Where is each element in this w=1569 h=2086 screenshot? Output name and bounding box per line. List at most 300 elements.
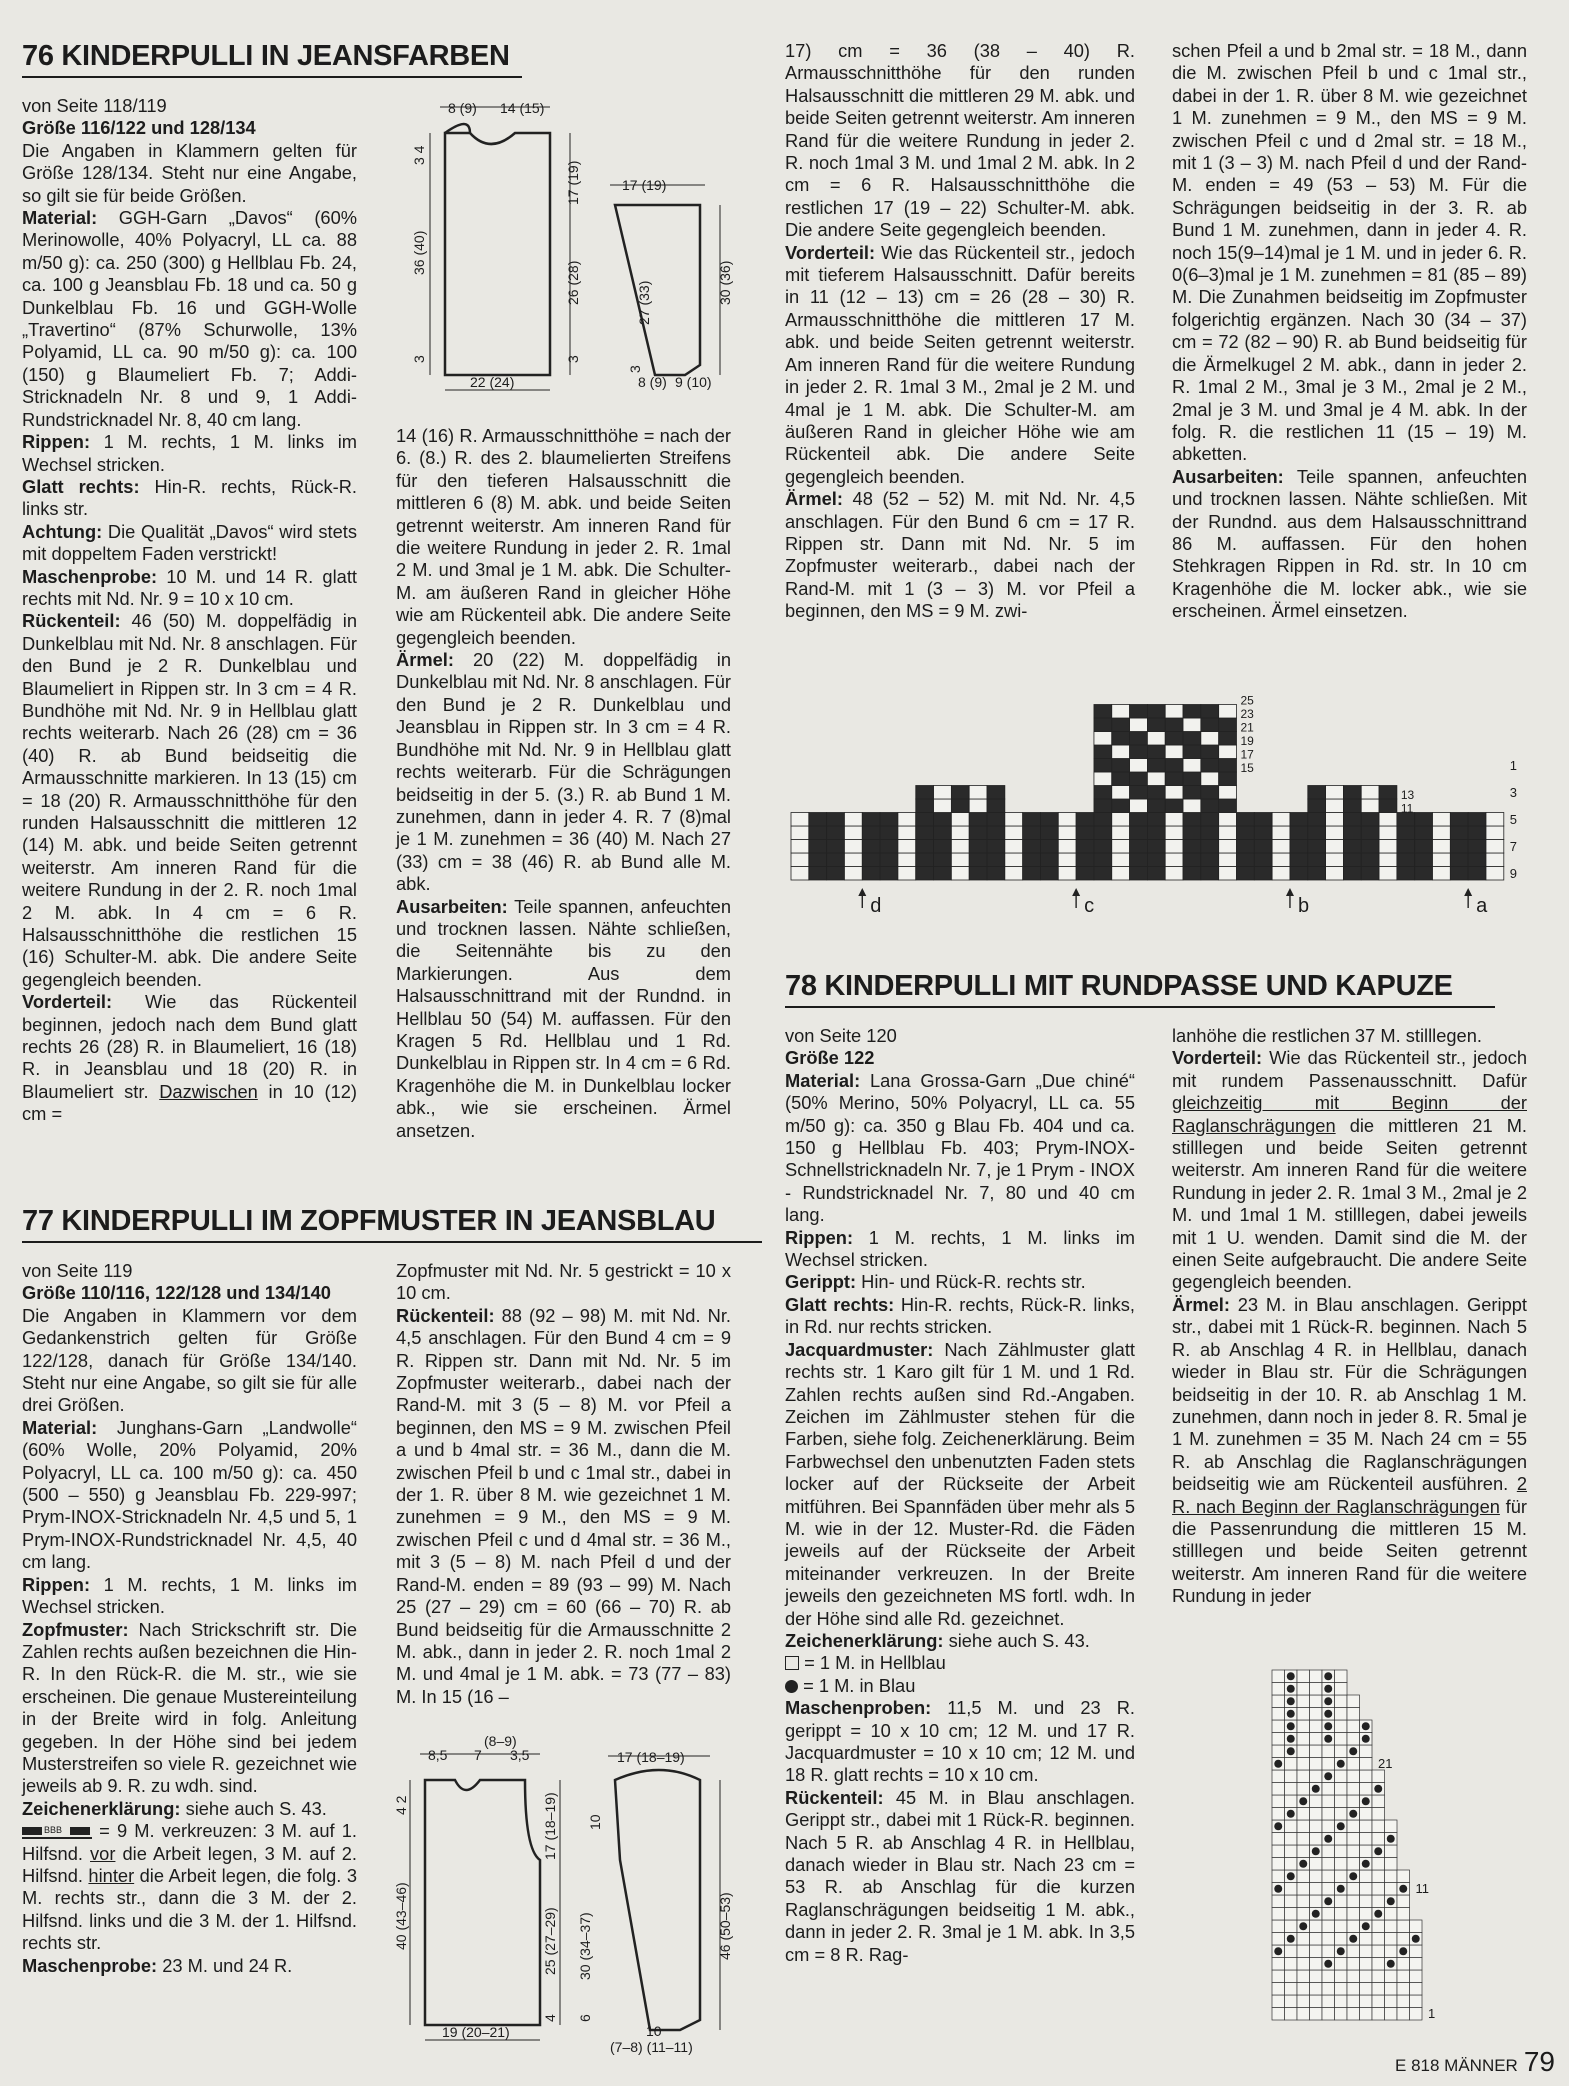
chart-cell — [1335, 1858, 1348, 1871]
chart-cell — [1343, 826, 1361, 840]
chart-cell — [1379, 826, 1397, 840]
row-label: 25 — [1240, 693, 1254, 708]
paragraph — [22, 610, 357, 991]
chart-cell — [951, 826, 969, 840]
blue-dot-icon — [1412, 1935, 1420, 1943]
chart-cell — [1347, 1733, 1360, 1746]
chart-cell — [1112, 799, 1130, 813]
chart-cell — [1058, 826, 1076, 840]
paragraph-heading: Ärmel: — [396, 649, 454, 671]
chart-cell — [1335, 1745, 1348, 1758]
chart-cell — [1147, 867, 1165, 881]
paragraph-heading: Zopfmuster: — [22, 1618, 129, 1640]
paragraph-text: 46 (50) M. doppelfädig in Dunkelblau mit Nd. Nr. 8 anschlagen. Für den Bund je 2 R. Dunkelblau und Blaumeliert in Rippen str. In 3 cm = 4 R. Bundhöhe mit Nd. Nr. 9 in Hellblau glatt rechts weiterarb. Nach 26 (28) cm = 36 (40) R. ab Bund beidseitig die Armausschnitte markieren. In 13 (15) cm = 18 (20) R. Armausschnitthöhe für den runden Halsausschnitt die mittleren 12 (14) M. abk. und beide Seiten getrennt weiterstr. Am inneren Rand für die weitere Rundung in der 2. R. noch 1mal 2 M. abk. In 4 cm = 6 R. Halsausschnitthöhe die restlichen 15 (16) Schulter-M. abk. Die andere Seite gegengleich beenden. — [22, 610, 357, 990]
chart-cell — [862, 813, 880, 827]
paragraph-text: 23 M. in Blau anschlagen. Gerippt str., dabei mit 1 Rück-R. beginnen. Nach 5 R. ab Anschlag 4 R. in Hellblau, danach wieder in Blau str. Für die Schrägungen beidseitig in der 10. R. ab Anschlag 1 M. zunehmen, dann noch in jeder 8. R. 5mal je 1 M. zunehmen = 35 M. Nach 24 cm = 55 R. ab Anschlag die Raglanschrägungen beidseitig wie am Rückenteil ausführen. — [1172, 1293, 1527, 1495]
chart-cell — [916, 799, 934, 813]
chart-cell — [1310, 1720, 1323, 1733]
paragraph-heading: Maschenprobe: — [22, 1954, 158, 1976]
chart-cell — [1272, 1783, 1285, 1796]
chart-cell — [916, 786, 934, 800]
paragraph — [396, 896, 731, 1142]
chart-cell — [934, 840, 952, 854]
chart-cell — [1285, 1895, 1298, 1908]
paragraph-heading: Rippen: — [785, 1226, 854, 1248]
sch76-sleeve-v3: 3 — [627, 365, 643, 373]
chart-cell — [1347, 1720, 1360, 1733]
chart-cell — [1201, 759, 1219, 773]
sch76-v3: 3 — [411, 355, 427, 363]
section-77-source: von Seite 119 — [22, 1260, 133, 1281]
chart-cell — [1165, 867, 1183, 881]
chart-cell — [1201, 813, 1219, 827]
sch77-v6: 4 — [542, 2014, 558, 2022]
chart-cell — [1347, 1783, 1360, 1796]
blue-dot-icon — [1399, 1885, 1407, 1893]
chart-cell — [1076, 853, 1094, 867]
chart-cell — [1379, 867, 1397, 881]
chart-cell — [1385, 1933, 1398, 1946]
paragraph — [22, 991, 357, 1125]
chart-cell — [1183, 840, 1201, 854]
chart-cell — [1165, 786, 1183, 800]
chart-cell — [1360, 1933, 1373, 1946]
chart-cell — [1433, 840, 1451, 854]
chart-cell — [1379, 799, 1397, 813]
chart-cell — [1360, 1908, 1373, 1921]
chart-cell — [1112, 772, 1130, 786]
chart-cell — [1297, 1970, 1310, 1983]
chart-cell — [1347, 1983, 1360, 1996]
blue-dot-icon — [1274, 1947, 1282, 1955]
sch76-bottom: 22 (24) — [470, 374, 515, 390]
chart-cell — [1297, 1708, 1310, 1721]
sch76-v6: 3 — [565, 355, 581, 363]
chart-cell — [1335, 1795, 1348, 1808]
blue-dot-icon — [1299, 1797, 1307, 1805]
chart-cell — [1094, 840, 1112, 854]
chart-cell — [1347, 1995, 1360, 2008]
sch77-top: 8,5 — [428, 1747, 448, 1763]
chart-cell — [1310, 1833, 1323, 1846]
paragraph-text: siehe auch S. 43. — [180, 1797, 327, 1819]
chart-cell — [827, 853, 845, 867]
blue-dot-icon — [1374, 1910, 1382, 1918]
chart-cell — [809, 867, 827, 881]
chart-cell — [1219, 745, 1237, 759]
chart-cell — [1005, 813, 1023, 827]
section-76-column-1 — [22, 95, 357, 1126]
chart-cell — [1310, 1795, 1323, 1808]
chart-cell — [1297, 1783, 1310, 1796]
section-78-source: von Seite 120 — [785, 1025, 897, 1046]
sch77-top4: 3,5 — [510, 1747, 530, 1763]
row-label: 3 — [1509, 785, 1518, 800]
chart-cell — [1272, 1920, 1285, 1933]
chart-cell — [1147, 786, 1165, 800]
page-footer — [1395, 2046, 1555, 2078]
chart-cell — [1201, 772, 1219, 786]
chart-cell — [1076, 826, 1094, 840]
chart-cell — [1165, 853, 1183, 867]
blue-dot-icon — [1387, 1835, 1395, 1843]
chart-cell — [1410, 2008, 1423, 2021]
chart-cell — [1415, 840, 1433, 854]
chart-cell — [1361, 840, 1379, 854]
paragraph — [22, 1619, 357, 1798]
blue-dot-icon — [1324, 1672, 1332, 1680]
arrow-label: c — [1084, 895, 1095, 917]
paragraph-heading: Maschenproben: — [785, 1697, 932, 1719]
underlined-text: hinter — [88, 1864, 135, 1886]
blue-dot-icon — [1287, 1747, 1295, 1755]
paragraph — [785, 1070, 1135, 1227]
chart-cell — [791, 840, 809, 854]
chart-cell — [1290, 813, 1308, 827]
blue-dot-icon — [1387, 1897, 1395, 1905]
paragraph — [785, 1227, 1135, 1272]
paragraph — [785, 1697, 1135, 1787]
chart-cell — [1335, 1670, 1348, 1683]
chart-cell — [1310, 1933, 1323, 1946]
section-76-text-2 — [396, 425, 731, 1142]
chart-cell — [1326, 813, 1344, 827]
chart-cell — [1094, 826, 1112, 840]
paragraph-heading: Rückenteil: — [396, 1304, 495, 1326]
chart-cell — [1272, 1745, 1285, 1758]
chart-cell — [1379, 786, 1397, 800]
chart-cell — [987, 786, 1005, 800]
paragraph — [22, 1305, 357, 1417]
chart-cell — [1468, 840, 1486, 854]
paragraph-heading: Ärmel: — [1172, 1293, 1230, 1315]
chart-cell — [1385, 1908, 1398, 1921]
row-label: 15 — [1240, 761, 1254, 775]
chart-cell — [1335, 1970, 1348, 1983]
chart-cell — [1410, 1958, 1423, 1971]
chart-cell — [1058, 853, 1076, 867]
paragraph-text: 1 M. rechts, 1 M. links im Wechsel stricken. — [785, 1226, 1135, 1271]
chart-cell — [1297, 1670, 1310, 1683]
section-77-text-1 — [22, 1305, 357, 1977]
blue-dot-icon — [1362, 1797, 1370, 1805]
section-78-text-2 — [1172, 1025, 1527, 1608]
chart-cell — [1310, 1808, 1323, 1821]
chart-cell — [1130, 745, 1148, 759]
section-77-column-2 — [396, 1260, 731, 1708]
blue-dot-icon — [1274, 1885, 1282, 1893]
chart-cell — [1130, 759, 1148, 773]
chart-cell — [951, 813, 969, 827]
chart-cell — [1433, 853, 1451, 867]
chart-cell — [1433, 867, 1451, 881]
blue-dot-icon — [1312, 1847, 1320, 1855]
paragraph — [22, 566, 357, 611]
chart-cell — [1372, 1945, 1385, 1958]
blue-dot-icon — [1324, 1735, 1332, 1743]
arrow-label: a — [1476, 895, 1488, 917]
chart-cell — [1147, 840, 1165, 854]
chart-cell — [1219, 732, 1237, 746]
chart-cell — [1112, 840, 1130, 854]
chart-cell — [934, 799, 952, 813]
chart-cell — [1183, 853, 1201, 867]
paragraph-heading: Achtung: — [22, 520, 103, 542]
chart-cell — [1290, 867, 1308, 881]
row-label: 13 — [1400, 788, 1415, 802]
paragraph-text: die Arbeit legen, 3 M. auf 2. Hilfsnd. — [22, 1842, 357, 1886]
chart-cell — [1297, 1733, 1310, 1746]
chart-cell — [1372, 1795, 1385, 1808]
chart-cell — [1335, 1870, 1348, 1883]
sch76-v2: 36 (40) — [411, 230, 427, 275]
paragraph-text: 88 (92 – 98) M. mit Nd. Nr. 4,5 anschlagen. Für den Bund 4 cm = 9 R. Rippen str. Dann mit Nd. Nr. 5 im Zopfmuster weiterarb., dabei nach der Rand-M. mit 3 (5 – 8) M. vor Pfeil a beginnen, den MS = 9 M. zwischen Pfeil a und b 4mal str. = 36 M., dann die M. zwischen Pfeil b und c 1mal str., dabei in der 1. R. über 8 M. wie gezeichnet 1 M. zunehmen = 9 M., den MS = 9 M. zwischen Pfeil c und d 4mal str. = 36 M., mit 3 (5 – 8) M. nach Pfeil d und der Rand-M. enden = 89 (93 – 99) M. Nach 25 (27 – 29) cm = 60 (66 – 70) R. ab Bund beidseitig für die Armausschnitte 2 M. abk., dann in jeder 2. R. noch 1mal 2 M. und 4mal je 1 M. abk. = 73 (77 – 83) M. In 15 (16 – — [396, 1304, 731, 1707]
paragraph-heading: Vorderteil: — [785, 241, 876, 263]
chart-cell — [1297, 2008, 1310, 2021]
chart-cell — [1385, 1970, 1398, 1983]
chart-cell — [1285, 1783, 1298, 1796]
chart-cell — [1385, 1995, 1398, 2008]
chart-cell — [1372, 1895, 1385, 1908]
chart-cell — [1272, 826, 1290, 840]
row-label: 7 — [1509, 839, 1518, 854]
paragraph-heading: Zeichenerklärung: — [785, 1629, 944, 1651]
section-76-sizes: Größe 116/122 und 128/134 — [22, 117, 256, 139]
chart-cell — [1310, 1870, 1323, 1883]
paragraph — [396, 425, 731, 649]
chart-cell — [1272, 1670, 1285, 1683]
paragraph-text: Hin-R. rechts, Rück-R. links str. — [22, 475, 357, 520]
jacquard-chart — [1262, 1670, 1462, 2040]
paragraph — [785, 1675, 1135, 1697]
chart-cell — [1397, 1983, 1410, 1996]
chart-cell — [1335, 1958, 1348, 1971]
blue-dot-icon — [1337, 1947, 1345, 1955]
chart-cell — [1360, 2008, 1373, 2021]
paragraph-heading: Glatt rechts: — [785, 1293, 895, 1315]
paragraph — [22, 207, 357, 431]
section-77-title: 77 KINDERPULLI IM ZOPFMUSTER IN JEANSBLAU — [22, 1205, 762, 1243]
paragraph-text: Wie das Rückenteil beginnen, jedoch nach dem Bund glatt rechts 26 (28) R. in Blaumeliert, 16 (18) R. in Jeansblau und 18 (20) R. in Blaumeliert str. — [22, 991, 357, 1102]
chart-cell — [969, 826, 987, 840]
arrow-head-icon — [1464, 888, 1472, 896]
chart-cell — [1005, 867, 1023, 881]
chart-cell — [1397, 1870, 1410, 1883]
chart-cell — [1183, 786, 1201, 800]
paragraph-text: Teile spannen, anfeuchten und trocknen lassen. Nähte schließen, die Seitennähte bis zu den Markierungen. Aus dem Halsausschnittrand mit der Rundnd. in Hellblau 50 (54) M. auffassen. Für den Kragen 5 Rd. Hellblau und 1 Rd. Dunkelblau in Rippen str. In 4 cm = 6 Rd. Kragenhöhe die M. in Dunkelblau locker abk., wie sie erscheinen. Ärmel ansetzen. — [396, 895, 731, 1141]
chart-cell — [1219, 813, 1237, 827]
sch77-v2: 40 (43–46) — [393, 1882, 409, 1950]
chart-cell — [1219, 826, 1237, 840]
paragraph — [1172, 1294, 1527, 1608]
chart-cell — [1372, 1770, 1385, 1783]
paragraph-heading: Ausarbeiten: — [396, 895, 508, 917]
chart-cell — [1310, 1695, 1323, 1708]
underlined-text: vor — [90, 1842, 116, 1864]
chart-cell — [862, 853, 880, 867]
blue-dot-icon — [1324, 1710, 1332, 1718]
chart-cell — [1308, 826, 1326, 840]
chart-cell — [1360, 1745, 1373, 1758]
chart-cell — [880, 813, 898, 827]
chart-cell — [1285, 1858, 1298, 1871]
chart-cell — [1347, 1858, 1360, 1871]
section-77-text-2 — [396, 1260, 731, 1708]
blue-dot-icon — [1299, 1860, 1307, 1868]
chart-cell — [1040, 813, 1058, 827]
chart-cell — [1165, 840, 1183, 854]
chart-cell — [1183, 759, 1201, 773]
chart-cell — [1326, 867, 1344, 881]
paragraph — [785, 242, 1135, 488]
row-label: 5 — [1509, 812, 1518, 827]
chart-cell — [1397, 1920, 1410, 1933]
chart-cell — [1397, 867, 1415, 881]
paragraph — [22, 1820, 357, 1954]
chart-cell — [1285, 2008, 1298, 2021]
chart-cell — [1058, 813, 1076, 827]
chart-cell — [1183, 799, 1201, 813]
paragraph-text: 20 (22) M. doppelfädig in Dunkelblau mit Nd. Nr. 8 anschlagen. Für den Bund je 2 R. Dunkelblau und Jeansblau in Rippen str. In 3 cm = 4 R. Bundhöhe mit Nd. Nr. 9 in Hellblau glatt rechts weiterarb. Für die Schrägungen beidseitig in der 5. (3.) R. ab Bund 1 M. zunehmen, dann in jeder 4. R. 7 (8)mal je 1 M. zunehmen = 36 (40) M. Nach 27 (33) cm = 38 (46) R. ab Bund alle M. abk. — [396, 649, 731, 895]
chart-cell — [1372, 1933, 1385, 1946]
chart-cell — [1343, 799, 1361, 813]
underlined-text: gleichzeitig mit Beginn der Raglanschrägungen — [1172, 1092, 1527, 1136]
footer-label: E 818 MÄNNER — [1395, 2056, 1518, 2075]
paragraph-text: 48 (52 – 52) M. mit Nd. Nr. 4,5 anschlagen. Für den Bund 6 cm = 17 R. Rippen str. Dann mit Nd. Nr. 5 im Zopfmuster weiterarb., dabei nach der Rand-M. mit 1 (3 – 3) M. vor Pfeil a beginnen, den MS = 9 M. zwi- — [785, 488, 1135, 622]
paragraph — [396, 649, 731, 895]
chart-cell — [844, 840, 862, 854]
blue-dot-icon — [1299, 1922, 1307, 1930]
blue-dot-icon — [1374, 1785, 1382, 1793]
section-78-column-1 — [785, 1025, 1135, 1966]
chart-cell — [1372, 1883, 1385, 1896]
blue-dot-icon — [1349, 1747, 1357, 1755]
chart-cell — [1347, 1820, 1360, 1833]
paragraph-text: Die Qualität „Davos“ wird stets mit doppeltem Faden verstrickt! — [22, 520, 357, 565]
chart-cell — [1310, 1745, 1323, 1758]
chart-cell — [1347, 1845, 1360, 1858]
chart-cell — [1201, 799, 1219, 813]
chart-cell — [1360, 1995, 1373, 2008]
blue-dot-icon — [1287, 1710, 1295, 1718]
chart-cell — [898, 813, 916, 827]
chart-cell — [1322, 1808, 1335, 1821]
chart-cell — [1468, 826, 1486, 840]
chart-cell — [1372, 1995, 1385, 2008]
paragraph-heading: Material: — [22, 207, 98, 229]
chart-cell — [951, 786, 969, 800]
chart-cell — [1397, 853, 1415, 867]
blue-dot-icon — [1337, 1822, 1345, 1830]
chart-cell — [1360, 1808, 1373, 1821]
chart-cell — [1285, 1970, 1298, 1983]
chart-cell — [1290, 840, 1308, 854]
sch76-sleeve-v1: 27 (33) — [636, 280, 652, 325]
chart-cell — [1326, 853, 1344, 867]
chart-cell — [1165, 718, 1183, 732]
chart-cell — [1040, 867, 1058, 881]
chart-cell — [1112, 813, 1130, 827]
chart-cell — [1219, 867, 1237, 881]
chart-cell — [1272, 1995, 1285, 2008]
chart-cell — [1310, 1670, 1323, 1683]
chart-cell — [1272, 1695, 1285, 1708]
chart-cell — [934, 813, 952, 827]
chart-cell — [1272, 1958, 1285, 1971]
chart-cell — [916, 840, 934, 854]
chart-cell — [951, 840, 969, 854]
chart-cell — [898, 840, 916, 854]
chart-cell — [1254, 840, 1272, 854]
blue-dot-icon — [1287, 1735, 1295, 1743]
chart-cell — [969, 840, 987, 854]
chart-cell — [1058, 840, 1076, 854]
section-76-schematic — [400, 95, 733, 395]
chart-cell — [1147, 853, 1165, 867]
chart-cell — [1272, 1833, 1285, 1846]
chart-cell — [1360, 1758, 1373, 1771]
chart-cell — [1272, 1895, 1285, 1908]
chart-cell — [791, 826, 809, 840]
chart-cell — [1094, 745, 1112, 759]
chart-cell — [1272, 840, 1290, 854]
chart-cell — [987, 853, 1005, 867]
paragraph-text: = 9 M. verkreuzen: 3 M. auf 1. Hilfsnd. — [22, 1820, 357, 1864]
sch77-top3: (8–9) — [484, 1733, 517, 1749]
blue-dot-icon — [1337, 1885, 1345, 1893]
chart-cell — [1310, 1758, 1323, 1771]
chart-cell — [880, 867, 898, 881]
chart-cell — [987, 867, 1005, 881]
chart-cell — [1112, 718, 1130, 732]
chart-cell — [1335, 1733, 1348, 1746]
blue-dot-icon — [1349, 1872, 1357, 1880]
chart-cell — [1201, 745, 1219, 759]
chart-cell — [1335, 1833, 1348, 1846]
paragraph-text: 45 M. in Blau anschlagen. Gerippt str., dabei mit 1 Rück-R. beginnen. Nach 5 R. ab Anschlag 4 R. in Hellblau, danach wieder in Blau str. Nach 23 cm = 53 R. ab Anschlag für die kurzen Raglanschrägungen beidseitig 1 M. abk., dann in jeder 2. R. 3mal je 1 M. abk. In 3,5 cm = 8 R. Rag- — [785, 1786, 1135, 1965]
chart-cell — [1165, 799, 1183, 813]
paragraph — [1172, 40, 1527, 466]
chart-cell — [1360, 1783, 1373, 1796]
chart-cell — [1410, 1995, 1423, 2008]
chart-cell — [1308, 867, 1326, 881]
chart-cell — [1058, 867, 1076, 881]
chart-cell — [1335, 1895, 1348, 1908]
paragraph — [22, 1417, 357, 1574]
chart-cell — [1165, 826, 1183, 840]
blue-dot-icon — [1324, 1835, 1332, 1843]
paragraph-text: schen Pfeil a und b 2mal str. = 18 M., dann die M. zwischen Pfeil b und c 1mal str., dabei in der 1. R. über 8 M. wie gezeichnet 1 M. zunehmen = 9 M., den MS = 9 M. zwischen Pfeil c und d 2mal str. = 18 M., mit 1 (3 – 3) M. nach Pfeil d und der Rand-M. enden = 49 (53 – 53) M. Für die Schrägungen beidseitig in der 3. R. ab Bund 1 M. zunehmen, dann in jeder 4. R. noch 15(9–14)mal je 1 M. und in jeder 6. R. 0(6–3)mal je 1 M. zunehmen = 81 (85 – 89) M. Die Zunahmen beidseitig im Zopfmuster folgerichtig ergänzen. Nach 30 (34 – 37) cm = 72 (82 – 90) R. ab Bund beidseitig für die Ärmelkugel 2 M. abk., dann in jeder 2. R. 1mal 2 M., 3mal je 3 M., 2mal je 2 M., 2mal je 3 M. und 3mal je 4 M. abk. In der folg. R. die restlichen 11 (15 – 19) M. abketten. — [1172, 40, 1527, 465]
paragraph — [22, 140, 357, 207]
section-76-column-2 — [396, 425, 731, 1142]
chart-cell — [1297, 1945, 1310, 1958]
chart-cell — [1385, 2008, 1398, 2021]
chart-cell — [1385, 1883, 1398, 1896]
chart-cell — [1372, 1983, 1385, 1996]
chart-cell — [1361, 786, 1379, 800]
chart-cell — [1347, 2008, 1360, 2021]
paragraph — [785, 488, 1135, 622]
chart-cell — [1347, 1970, 1360, 1983]
chart-cell — [1272, 1708, 1285, 1721]
chart-cell — [1219, 759, 1237, 773]
blue-dot-icon — [1399, 1947, 1407, 1955]
chart-cell — [1201, 826, 1219, 840]
paragraph — [785, 1630, 1135, 1652]
chart-cell — [1322, 1920, 1335, 1933]
row-label: 23 — [1240, 707, 1254, 721]
chart-cell — [1183, 772, 1201, 786]
